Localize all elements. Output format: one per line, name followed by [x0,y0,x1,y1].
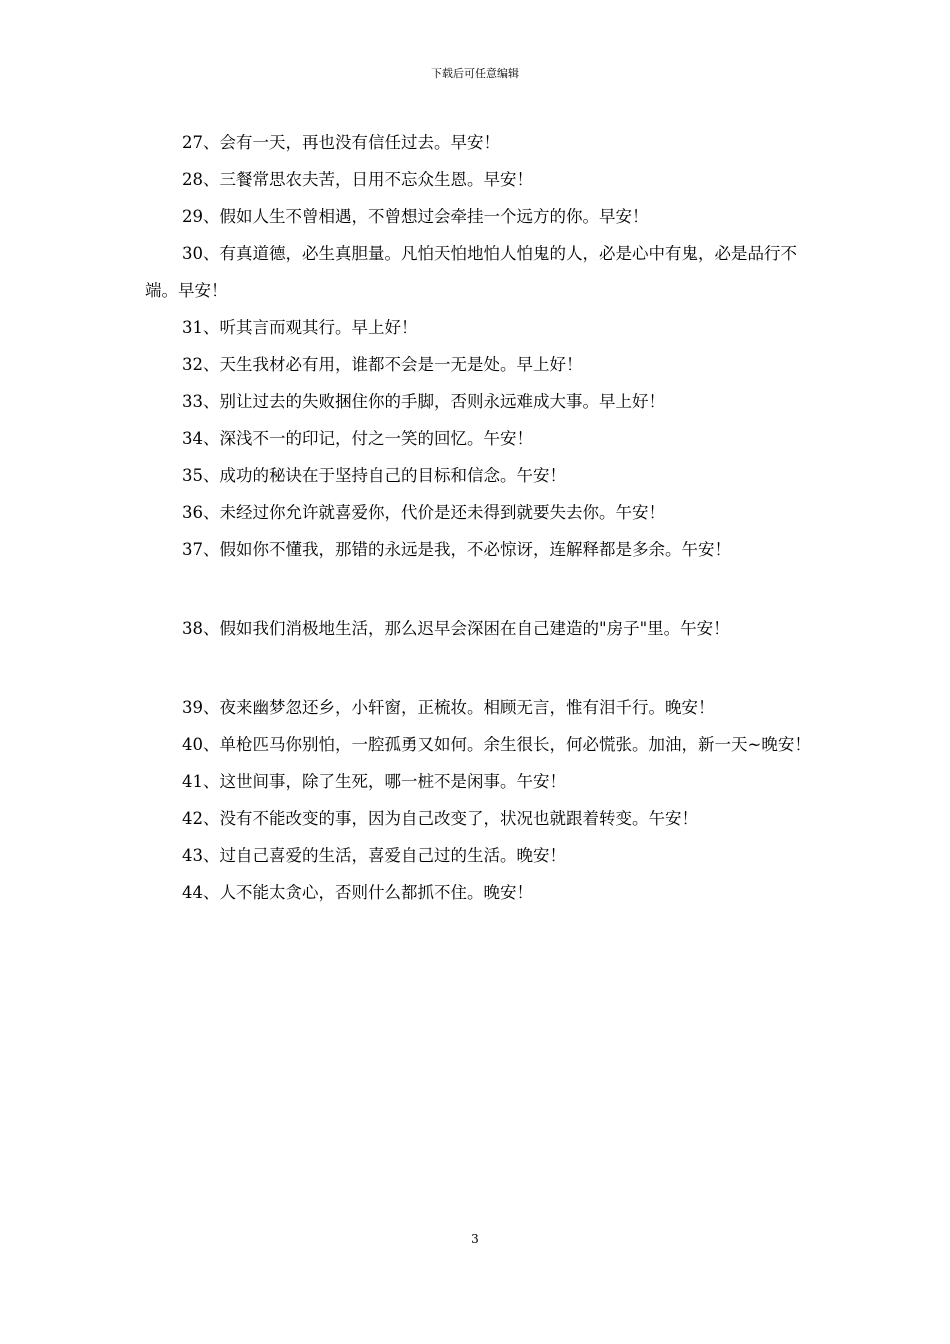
paragraph-30: 30、有真道德，必生真胆量。凡怕天怕地怕人怕鬼的人，必是心中有鬼，必是品行不端。早安！ [145,244,797,300]
paragraph-29: 29、假如人生不曾相遇，不曾想过会牵挂一个远方的你。早安！ [182,207,649,226]
document-body [145,124,813,911]
paragraph-41: 41、这世间事，除了生死，哪一桩不是闲事。午安！ [182,772,566,791]
paragraph-31: 31、听其言而观其行。早上好！ [182,318,418,337]
page-header: 下载后可任意编辑 [431,67,519,80]
page-number: 3 [471,1232,479,1246]
paragraph-33: 33、别让过去的失败捆住你的手脚，否则永远难成大事。早上好！ [182,392,665,411]
paragraph-28: 28、三餐常思农夫苦，日用不忘众生恩。早安！ [182,170,533,189]
paragraph-36: 36、未经过你允许就喜爱你，代价是还未得到就要失去你。午安！ [182,503,665,522]
paragraph-43: 43、过自己喜爱的生活，喜爱自己过的生活。晚安！ [182,846,566,865]
paragraph-44: 44、人不能太贪心，否则什么都抓不住。晚安！ [182,883,533,902]
paragraph-38: 38、假如我们消极地生活，那么迟早会深困在自己建造的"房子"里。午安！ [182,619,730,638]
paragraph-40: 40、单枪匹马你别怕，一腔孤勇又如何。余生很长，何必慌张。加油，新一天~晚安！ [182,735,811,754]
paragraph-42: 42、没有不能改变的事，因为自己改变了，状况也就跟着转变。午安！ [182,809,698,828]
paragraph-35: 35、成功的秘诀在于坚持自己的目标和信念。午安！ [182,466,566,485]
paragraph-32: 32、天生我材必有用，谁都不会是一无是处。早上好！ [182,355,583,374]
paragraph-37: 37、假如你不懂我，那错的永远是我，不必惊讶，连解释都是多余。午安！ [182,540,731,559]
paragraph-39: 39、夜来幽梦忽还乡，小轩窗，正梳妆。相顾无言，惟有泪千行。晚安！ [182,698,715,717]
paragraph-34: 34、深浅不一的印记，付之一笑的回忆。午安！ [182,429,533,448]
paragraph-27: 27、会有一天，再也没有信任过去。早安！ [182,133,500,152]
